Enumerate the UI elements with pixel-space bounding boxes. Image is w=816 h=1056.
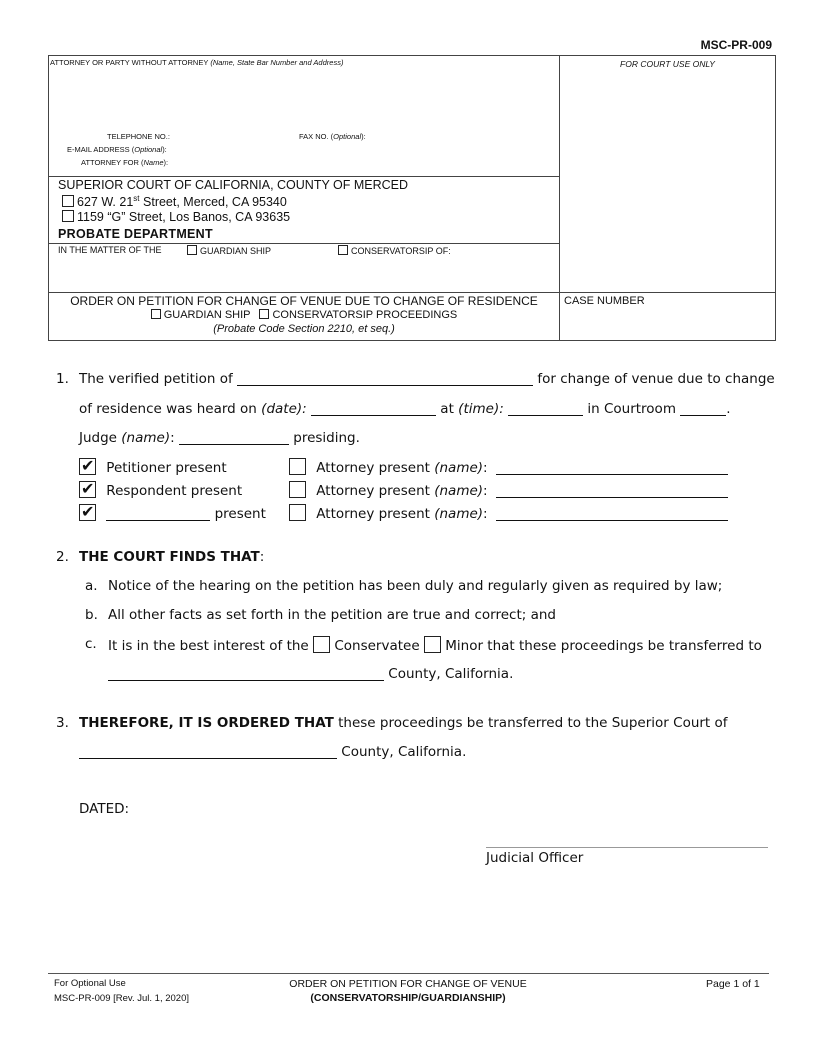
attorney-row-1[interactable]: Attorney present (name): — [289, 458, 728, 476]
attorney-name-field-2[interactable] — [496, 483, 728, 498]
attorney-checkbox-1[interactable] — [289, 458, 306, 475]
section1-num: 1. — [56, 371, 69, 387]
section3-num: 3. — [56, 715, 69, 731]
matter-label: IN THE MATTER OF THE — [58, 245, 162, 255]
other-present-row[interactable]: ✔ present — [79, 504, 266, 522]
order-guardianship-checkbox[interactable] — [151, 309, 161, 319]
other-present-checkbox[interactable] — [79, 504, 96, 521]
guardianship-checkbox[interactable] — [187, 245, 197, 255]
conservatee-checkbox[interactable] — [313, 636, 330, 653]
attorney-row-3[interactable]: Attorney present (name): — [289, 504, 728, 522]
court-box — [48, 176, 560, 244]
item-b-text: All other facts as set forth in the petition are true and correct; and — [108, 607, 557, 623]
footer-revision: MSC-PR-009 [Rev. Jul. 1, 2020] — [54, 993, 189, 1004]
item-c-label: c. — [85, 636, 97, 652]
section3-text: THEREFORE, IT IS ORDERED THAT these proceedings be transferred to the Superior Court of — [79, 715, 728, 731]
item-c-text: It is in the best interest of the Conservatee Minor that these proceedings be transferred to — [108, 638, 762, 654]
attorney-label: ATTORNEY OR PARTY WITHOUT ATTORNEY (Name, State Bar Number and Address) — [50, 58, 344, 67]
order-county-field[interactable] — [79, 744, 337, 759]
section1-line2: of residence was heard on (date): at (time): in Courtroom . — [79, 401, 731, 417]
attorney-for-label: ATTORNEY FOR (Name): — [81, 158, 169, 167]
petitioner-checkbox[interactable] — [79, 458, 96, 475]
petitioner-name-field[interactable] — [237, 371, 533, 386]
footer-rule — [48, 973, 769, 974]
courtroom-field[interactable] — [680, 401, 726, 416]
fax-label: FAX NO. (Optional): — [299, 132, 366, 141]
form-id: MSC-PR-009 — [700, 38, 772, 52]
order-conservatorship-checkbox[interactable] — [259, 309, 269, 319]
address-merced[interactable]: 627 W. 21st Street, Merced, CA 95340 — [62, 194, 287, 209]
section1-line1: The verified petition of for change of venue due to change — [79, 371, 775, 387]
dated-label: DATED: — [79, 801, 130, 817]
respondent-checkbox[interactable] — [79, 481, 96, 498]
court-title: SUPERIOR COURT OF CALIFORNIA, COUNTY OF MERCED — [58, 178, 409, 192]
footer-title-1: ORDER ON PETITION FOR CHANGE OF VENUE — [289, 978, 527, 990]
attorney-name-field-1[interactable] — [496, 460, 728, 475]
attorney-checkbox-3[interactable] — [289, 504, 306, 521]
minor-checkbox[interactable] — [424, 636, 441, 653]
court-use-box — [559, 55, 776, 293]
telephone-label: TELEPHONE NO.: — [107, 132, 170, 141]
order-title-box — [48, 292, 560, 341]
attorney-row-2[interactable]: Attorney present (name): — [289, 481, 728, 499]
matter-box — [48, 243, 560, 293]
attorney-box — [48, 55, 560, 177]
footer-page: Page 1 of 1 — [706, 978, 760, 990]
attorney-checkbox-2[interactable] — [289, 481, 306, 498]
item-a-label: a. — [85, 578, 98, 594]
hearing-time-field[interactable] — [508, 401, 583, 416]
case-number-box[interactable] — [559, 292, 776, 341]
judicial-officer-label: Judicial Officer — [486, 850, 584, 866]
footer-title-2: (CONSERVATORSHIP/GUARDIANSHIP) — [310, 992, 506, 1004]
merced-checkbox[interactable] — [62, 195, 74, 207]
item-c-county: County, California. — [108, 666, 513, 682]
item-b-label: b. — [85, 607, 98, 623]
guardianship-option[interactable]: GUARDIAN SHIP — [187, 245, 271, 256]
finding-county-field[interactable] — [108, 666, 384, 681]
section3-county: County, California. — [79, 744, 466, 760]
petitioner-row[interactable]: ✔ Petitioner present — [79, 458, 227, 476]
footer-optional-use: For Optional Use — [54, 978, 126, 989]
conservatorship-option[interactable]: CONSERVATORSIP OF: — [338, 245, 451, 256]
section2-num: 2. — [56, 549, 69, 565]
order-title: ORDER ON PETITION FOR CHANGE OF VENUE DUE TO CHANGE OF RESIDENCE — [70, 294, 538, 308]
address-los-banos[interactable]: 1159 “G” Street, Los Banos, CA 93635 — [62, 210, 290, 224]
attorney-name-field-3[interactable] — [496, 506, 728, 521]
presence-rows — [79, 458, 739, 528]
order-options: GUARDIAN SHIP CONSERVATORSIP PROCEEDINGS — [49, 309, 559, 321]
hearing-date-field[interactable] — [311, 401, 436, 416]
case-number-label: CASE NUMBER — [564, 295, 645, 307]
court-use-label: FOR COURT USE ONLY — [620, 59, 715, 69]
signature-line[interactable] — [486, 847, 768, 848]
section1-line3: Judge (name): presiding. — [79, 430, 360, 446]
conservatorship-checkbox[interactable] — [338, 245, 348, 255]
judge-name-field[interactable] — [179, 430, 289, 445]
code-reference: (Probate Code Section 2210, et seq.) — [213, 323, 395, 335]
email-label: E-MAIL ADDRESS (Optional): — [67, 145, 167, 154]
probate-department: PROBATE DEPARTMENT — [58, 227, 213, 241]
section2-heading: THE COURT FINDS THAT: — [79, 549, 265, 565]
item-a-text: Notice of the hearing on the petition has been duly and regularly given as required by law; — [108, 578, 723, 594]
other-party-field[interactable] — [106, 506, 210, 521]
respondent-row[interactable]: ✔ Respondent present — [79, 481, 242, 499]
los-banos-checkbox[interactable] — [62, 210, 74, 222]
